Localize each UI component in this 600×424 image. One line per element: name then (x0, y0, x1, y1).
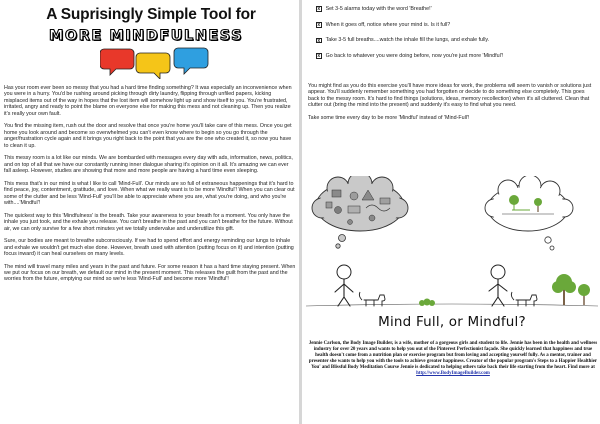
dog-icon (359, 292, 385, 306)
paragraph: This mess that's in our mind is what I like to call 'Mind-Full'. Our minds are so full of extraneous happenings that it's hard to find peace, joy, contentment, gratitude, and love. When what we really want is to be more 'Mindful'! When you can clear out some of the clutter and be less 'Mind-Full' you'll be able to appreciate where you are, what you're doing, and who you're with....'Mindful'! (4, 180, 295, 207)
right-page (302, 0, 600, 424)
checkbox-icon: x (317, 21, 321, 28)
checkbox-icon: x (317, 37, 321, 44)
author-bio-text: Jennie Carlson, the Body Image Builder, is a wife, mother of a gorgeous girls and student to life. Jennie has been in the health and wellness industry for over 20 years and wants to help you out of the Pinterest Perfectionist façade. She quickly learned that happiness and true health doesn't come from a nutrition plan or exercise program but from loving and accepting yourself fully. As a mentor, trainer and presenter she wants to help you with the tools to achieve greater happiness. Creator of the popular program's Steps to a Happier Healthier You' and Blissful Body Meditation Course Jennie is dedicated to helping others take back their life starting from the heart. Find more at (308, 341, 598, 371)
cluttered-thought-bubble-icon (312, 176, 408, 248)
left-page (0, 0, 299, 424)
author-website-link[interactable]: http://www.BodyImageBuilder.com (416, 371, 490, 377)
paragraph: You find the missing item, rush out the door and resolve that once you're home you'll take care of this mess. Once you get home you look around and become so overwhelmed you can't even know where to begin so you go through the anger/frustration cycle again and it brings you right back to the point that you are the one who created it, so now you have to clean it up. (4, 123, 292, 149)
yellow-speech-bubble-icon (136, 53, 170, 79)
tree-icon (552, 274, 590, 305)
checklist-item (316, 6, 596, 12)
calm-thought-bubble-icon (485, 176, 573, 250)
checklist-item-text: Set 3-5 alarms today with the word 'Breathe!' (325, 6, 432, 12)
speech-bubbles-graphic (100, 45, 210, 79)
checkbox-icon: x (317, 53, 321, 60)
paragraph: Sure, our bodies are meant to breathe subconsciously. If we had to spend effort and energy reminding our lungs to inhale and exhale we wouldn't get much else done. However, breath used with attention (putting focus on it) and intention (putting focus inward) it can heal ourselves on many levels. (4, 238, 294, 257)
red-speech-bubble-icon (100, 49, 134, 75)
paragraph: Has your room ever been so messy that you had a hard time finding something? It was especially an inconvenience when you were in a hurry. You'd be rushing around picking through dirty laundry, flipping through unfiled papers, kicking misplaced items out of the way in hopes that the lost item will somehow light up and show itself to you. You're frustrated, irritated, angry and ready to point the blame on everyone else for making this mess and not cleaning up. Then you realize it's really your own fault. (4, 85, 292, 117)
page-title-emphasis: MORE MINDFULNESS (48, 28, 244, 44)
paragraph: The quickest way to this 'Mindfulness' is the breath. Take your awareness to your breath for a moment. You only have the inhale you just took, and the exhale you release. You can't breathe in the past and you can't breathe for the future. Without air, we can only survive for a few short minutes yet we totally undervalue and underutilize this gift. (4, 212, 293, 232)
bush-icon (419, 299, 435, 307)
page-title: A Suprisingly Simple Tool for (46, 6, 256, 23)
checklist-item (316, 37, 596, 43)
blue-speech-bubble-icon (174, 48, 208, 74)
paragraph: Take some time every day to be more 'Mindful' instead of 'Mind-Full'! (308, 115, 470, 122)
exercise-checklist (316, 6, 596, 68)
paragraph: This messy room is a lot like our minds. We are bombarded with messages every day with ads, information, news, politics, and on top of all that we have our constantly running inner dialogue sharing it's opinion on it all. It's amazing we can ever fall asleep. However, studies are showing that more and more people are having a hard time even sleeping. (4, 155, 293, 175)
article-body-right (308, 83, 596, 128)
checklist-item-text: When it goes off, notice where your mind is. Is it full? (325, 21, 451, 28)
illustration-caption: Mind Full, or Mindful? (378, 314, 526, 330)
article-body-left (4, 85, 296, 289)
checklist-item (316, 53, 596, 59)
checklist-item (316, 22, 596, 28)
checkbox-icon: x (317, 6, 321, 13)
paragraph: You might find as you do this exercise you'll have more ideas for work, the problems will seem to vanish or solutions just appear. You'll suddenly remember something you had forgotten or decide to do something else completely. This goes back to the messy room. It's hard to find things (solutions, ideas, memory recollection) when it's all cluttered. Clean that clutter out (bring the mind into the present) and suddenly it's easy to find what you need. (308, 83, 592, 109)
person-figure-icon (489, 265, 507, 306)
checklist-item-text: Take 3-5 full breaths....watch the inhale fill the lungs, and exhale fully. (325, 37, 490, 44)
dog-icon (511, 292, 537, 306)
checklist-item-text: Go back to whatever you were doing before, now you're just more 'Mindful'! (325, 52, 504, 59)
paragraph: The mind will travel many miles and years in the past and future. For some reason it has a hard time staying present. When we put our focus on our breath, we default our mind in the present moment. This releases the guilt from the past and the worries from the future, emptying our mind so we're less 'Mind-Full' and become more 'Mindful'! (4, 263, 296, 283)
author-bio (308, 341, 598, 378)
person-figure-icon (335, 265, 353, 306)
